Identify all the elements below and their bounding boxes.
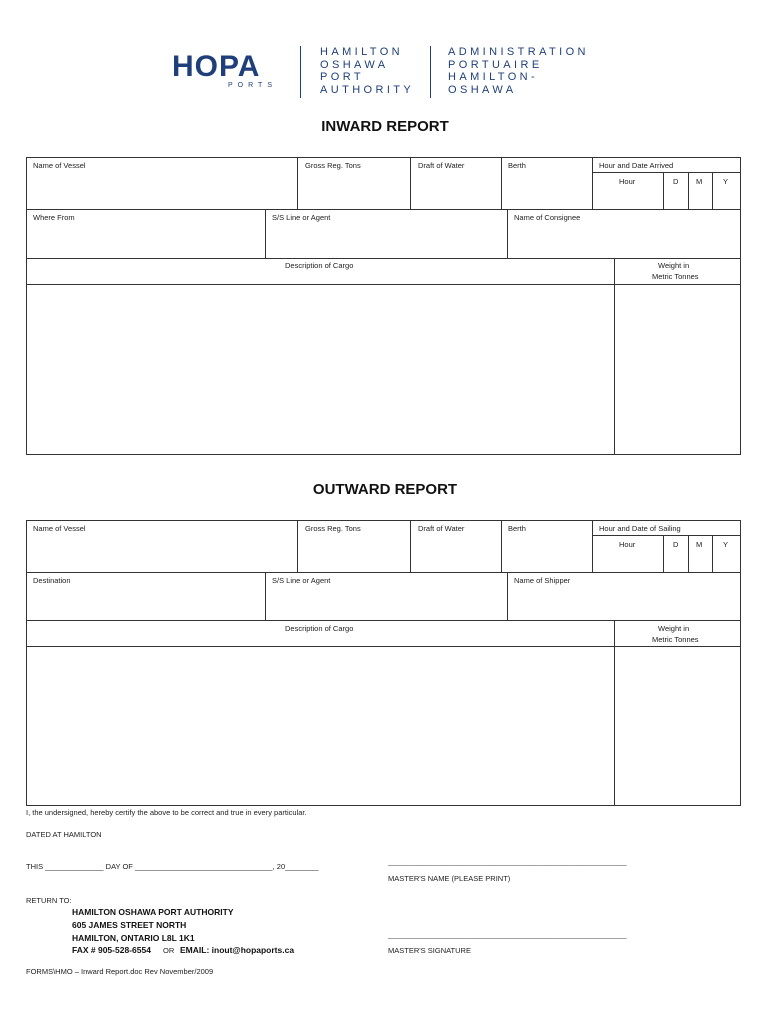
berth-label: Berth <box>508 524 526 533</box>
header-divider <box>430 46 431 98</box>
vessel-label: Name of Vessel <box>33 524 86 533</box>
inward-year-field[interactable] <box>714 187 738 207</box>
or-text: OR <box>163 946 175 955</box>
english-name: HAMILTON OSHAWA PORT AUTHORITY <box>320 46 415 96</box>
date-line[interactable]: THIS ______________ DAY OF _________________________________, 20________ <box>26 862 319 871</box>
return-to-label: RETURN TO: <box>26 896 72 905</box>
outward-destination-field[interactable] <box>28 586 263 618</box>
outward-shipper-field[interactable] <box>509 586 738 618</box>
sailing-label: Hour and Date of Sailing <box>599 524 681 533</box>
destination-label: Destination <box>33 576 71 585</box>
outward-day-field[interactable] <box>665 550 686 570</box>
inward-hour-field[interactable] <box>594 187 661 207</box>
weight-label-line2: Metric Tonnes <box>652 635 699 644</box>
month-label: M <box>696 177 703 186</box>
fax-number: FAX # 905-528-6554 <box>72 945 151 955</box>
hour-label: Hour <box>619 540 636 549</box>
inward-draft-field[interactable] <box>412 171 499 207</box>
address-line-2: 605 JAMES STREET NORTH <box>72 920 187 930</box>
year-label: Y <box>723 540 729 549</box>
berth-label: Berth <box>508 161 526 170</box>
inward-gross-field[interactable] <box>299 171 408 207</box>
master-signature-label: MASTER'S SIGNATURE <box>388 946 471 955</box>
address-line-3: HAMILTON, ONTARIO L8L 1K1 <box>72 933 195 943</box>
arrived-label: Hour and Date Arrived <box>599 161 674 170</box>
outward-berth-field[interactable] <box>503 534 590 570</box>
inward-agent-field[interactable] <box>267 223 505 256</box>
email-address[interactable]: EMAIL: inout@hopaports.ca <box>180 945 295 955</box>
gross-tons-label: Gross Reg. Tons <box>305 524 361 533</box>
year-label: Y <box>723 177 729 186</box>
vessel-label: Name of Vessel <box>33 161 86 170</box>
month-label: M <box>696 540 703 549</box>
inward-title: INWARD REPORT <box>321 118 449 135</box>
where-from-label: Where From <box>33 213 75 222</box>
master-name-line[interactable]: ____________________________________________________________________________ <box>388 860 627 866</box>
header-divider <box>300 46 301 98</box>
outward-month-field[interactable] <box>690 550 710 570</box>
cargo-label: Description of Cargo <box>285 624 354 633</box>
shipper-label: Name of Shipper <box>514 576 571 585</box>
gross-tons-label: Gross Reg. Tons <box>305 161 361 170</box>
logo-subtext: PORTS <box>228 82 277 89</box>
inward-cargo-field[interactable] <box>28 286 612 452</box>
weight-label-line1: Weight in <box>658 261 690 270</box>
weight-label-line2: Metric Tonnes <box>652 272 699 281</box>
master-signature-line[interactable]: ____________________________________________________________________________ <box>388 933 627 939</box>
hour-label: Hour <box>619 177 636 186</box>
certification-text: I, the undersigned, hereby certify the above to be correct and true in every particular. <box>26 808 307 817</box>
weight-label-line1: Weight in <box>658 624 690 633</box>
inward-from-field[interactable] <box>28 223 263 256</box>
consignee-label: Name of Consignee <box>514 213 581 222</box>
inward-weight-field[interactable] <box>616 286 738 452</box>
draft-label: Draft of Water <box>418 524 465 533</box>
dated-at-label: DATED AT HAMILTON <box>26 830 102 839</box>
outward-weight-field[interactable] <box>616 648 738 803</box>
outward-hour-field[interactable] <box>594 550 661 570</box>
outward-title: OUTWARD REPORT <box>312 481 458 498</box>
inward-consignee-field[interactable] <box>509 223 738 256</box>
draft-label: Draft of Water <box>418 161 465 170</box>
french-name: ADMINISTRATION PORTUAIRE HAMILTON- OSHAWA <box>448 46 589 96</box>
agent-label: S/S Line or Agent <box>272 213 331 222</box>
outward-year-field[interactable] <box>714 550 738 570</box>
cargo-label: Description of Cargo <box>285 261 354 270</box>
outward-vessel-field[interactable] <box>28 534 295 570</box>
inward-day-field[interactable] <box>665 187 686 207</box>
agent-label: S/S Line or Agent <box>272 576 331 585</box>
logo-text: HOPA <box>172 50 261 83</box>
outward-draft-field[interactable] <box>412 534 499 570</box>
inward-vessel-field[interactable] <box>28 171 295 207</box>
day-label: D <box>673 540 679 549</box>
form-reference: FORMS\HMO – Inward Report.doc Rev November/2009 <box>26 967 214 976</box>
outward-agent-field[interactable] <box>267 586 505 618</box>
master-name-label: MASTER'S NAME (PLEASE PRINT) <box>388 874 511 883</box>
day-label: D <box>673 177 679 186</box>
inward-berth-field[interactable] <box>503 171 590 207</box>
inward-month-field[interactable] <box>690 187 710 207</box>
outward-gross-field[interactable] <box>299 534 408 570</box>
address-line-1: HAMILTON OSHAWA PORT AUTHORITY <box>72 907 234 917</box>
outward-cargo-field[interactable] <box>28 648 612 803</box>
